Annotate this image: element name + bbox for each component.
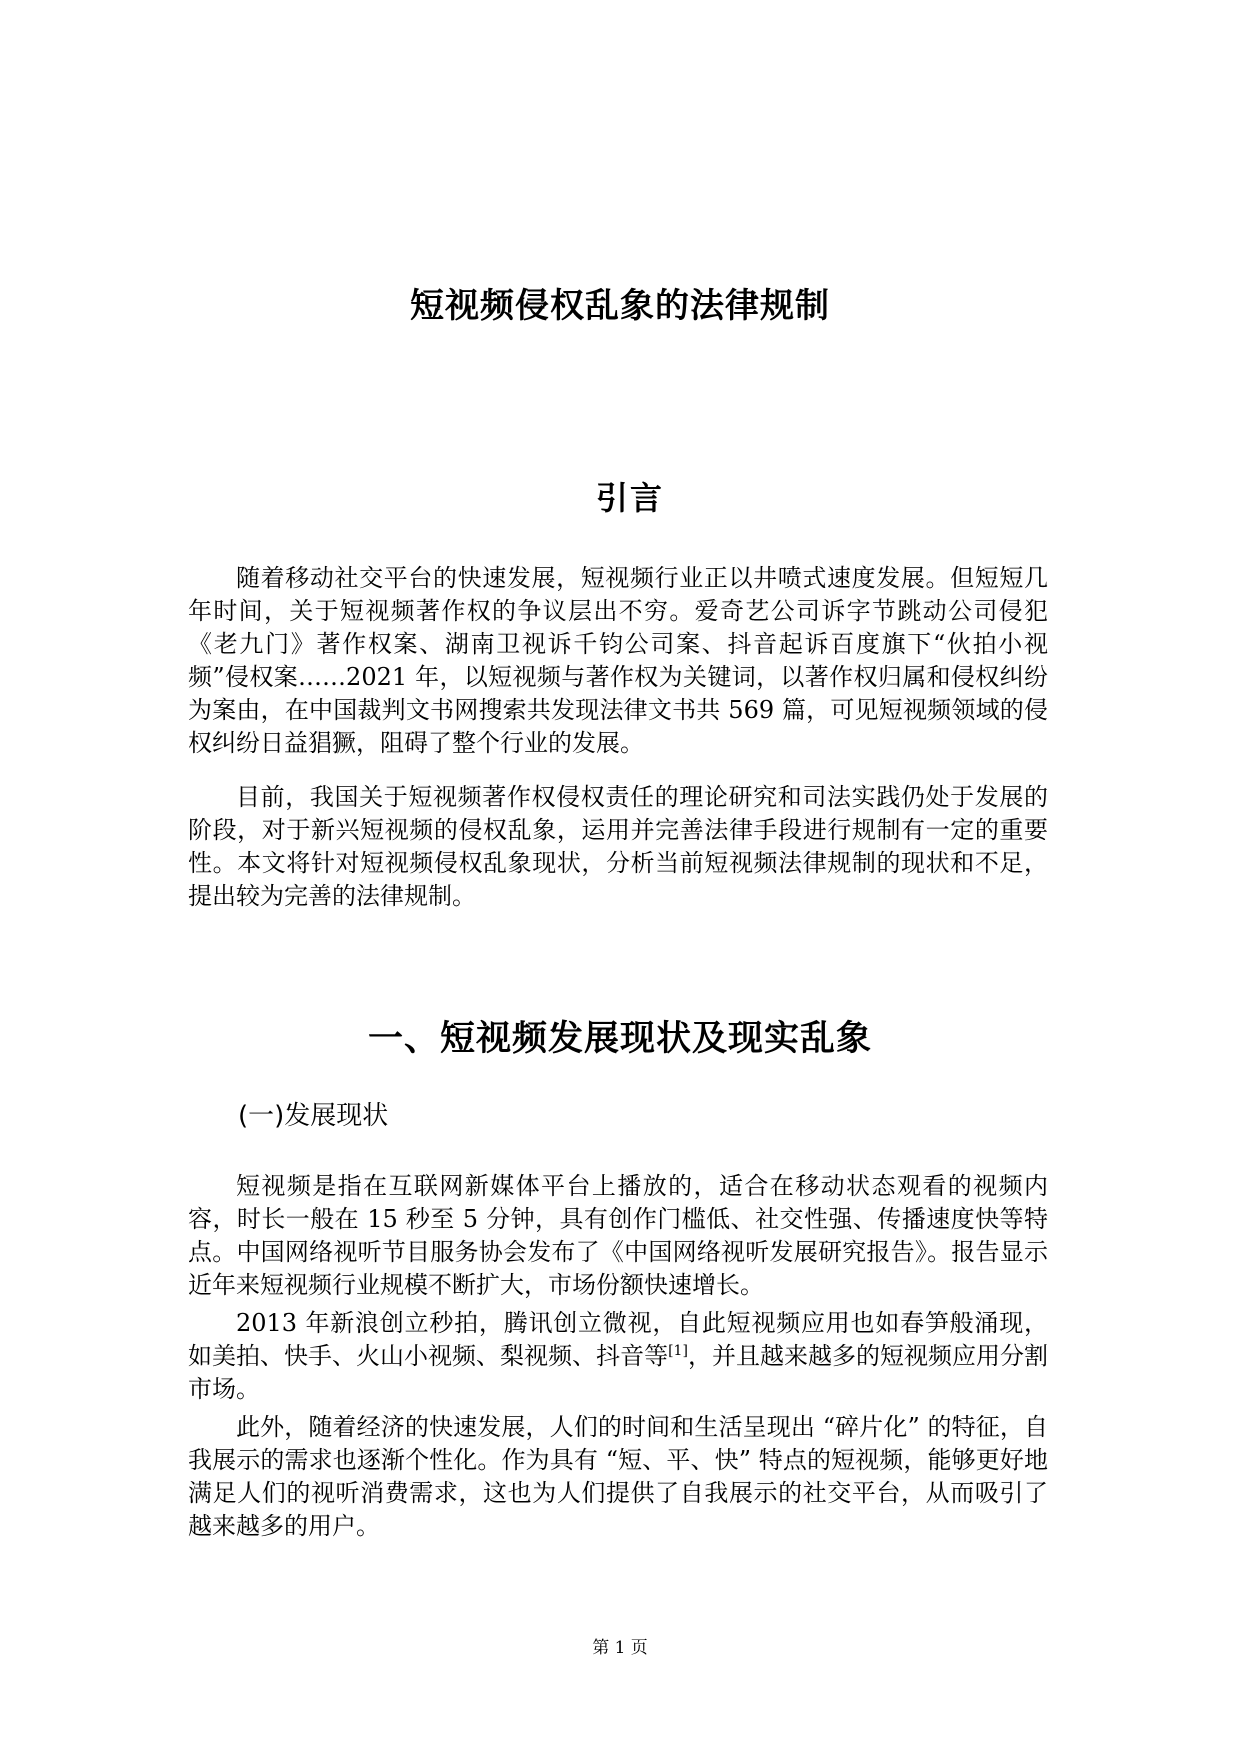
- intro-paragraph-2: 目前，我国关于短视频著作权侵权责任的理论研究和司法实践仍处于发展的阶段，对于新兴短视频的侵权乱象，运用并完善法律手段进行规制有一定的重要性。本文将针对短视频侵权乱象现状，分析当前短视频法律规制的现状和不足，提出较为完善的法律规制。: [188, 783, 1048, 910]
- intro-paragraph-1: 随着移动社交平台的快速发展，短视频行业正以井喷式速度发展。但短短几年时间，关于短视频著作权的争议层出不穷。爱奇艺公司诉字节跳动公司侵犯《老九门》著作权案、湖南卫视诉千钧公司案、抖音起诉百度旗下“伙拍小视频”侵权案……2021 年，以短视频与著作权为关键词，以著作权归属和侵权纠纷为案由，在中国裁判文书网搜索共发现法律文书共 569 篇，可见短视频领域的侵权纠纷日益猖獗，阻碍了整个行业的发展。: [188, 564, 1048, 757]
- section-1-heading: 一、短视频发展现状及现实乱象: [367, 1019, 872, 1059]
- section-1-paragraph-3: 此外，随着经济的快速发展，人们的时间和生活呈现出 “碎片化” 的特征，自我展示的需求也逐渐个性化。作为具有 “短、平、快” 特点的短视频，能够更好地满足人们的视听消费需求，这也为人们提供了自我展示的社交平台，从而吸引了越来越多的用户。: [188, 1413, 1048, 1540]
- page-number: 第 1 页: [592, 1638, 648, 1658]
- document-title: 短视频侵权乱象的法律规制: [410, 286, 830, 326]
- subsection-heading: (一)发展现状: [238, 1101, 389, 1131]
- paragraph-text-after-citation: ，并且越来越多的短视频应用分割市场。: [188, 1342, 1049, 1403]
- section-1-paragraph-1: 短视频是指在互联网新媒体平台上播放的，适合在移动状态观看的视频内容，时长一般在 15 秒至 5 分钟，具有创作门槛低、社交性强、传播速度快等特点。中国网络视听节目服务协会发布了《中国网络视听发展研究报告》。报告显示近年来短视频行业规模不断扩大，市场份额快速增长。: [188, 1172, 1048, 1299]
- paragraph-text-before-citation: 2013 年新浪创立秒拍，腾讯创立微视，自此短视频应用也如春笋般涌现，如美拍、快手、火山小视频、梨视频、抖音等: [188, 1309, 1048, 1370]
- citation-marker: [1]: [668, 1343, 688, 1359]
- section-1-paragraph-2: [188, 1307, 1048, 1406]
- intro-heading: 引言: [595, 479, 664, 517]
